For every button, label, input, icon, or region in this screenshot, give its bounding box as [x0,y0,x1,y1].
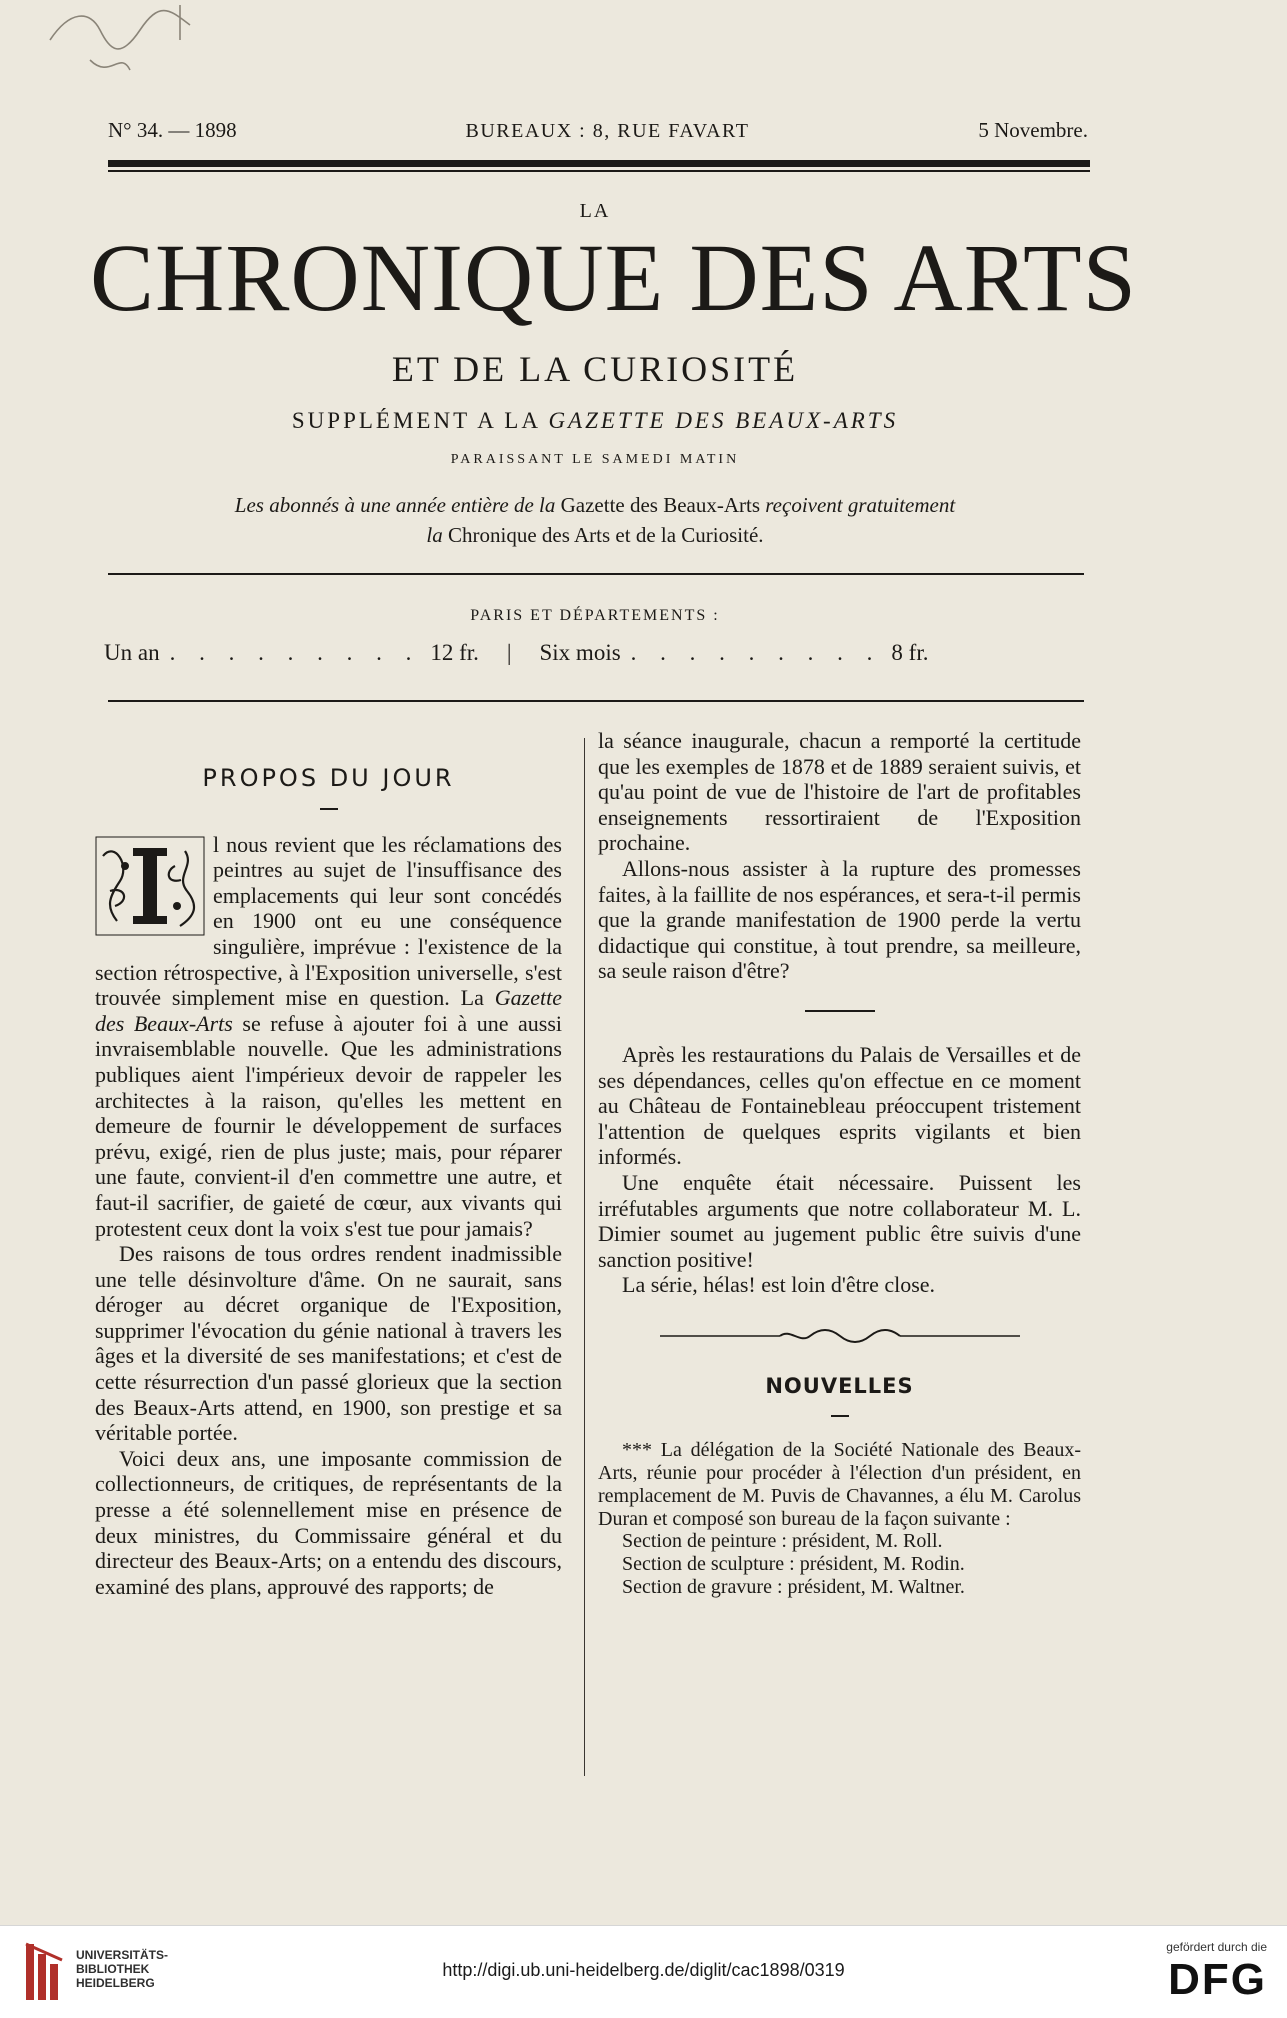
propos-paragraph-5: Allons-nous assister à la rupture des promesses faites, à la faillite de nos espérances, et sera-t-il permis que la grande manifestation de 1900 perde la vertu didactique qui constitue, à tout prendre, sa meilleure, sa seule raison d'être? [598,855,1081,984]
propos-paragraph-4: la séance inaugurale, chacun a remporté la certitude que les exemples de 1878 et de 1889 seraient suivis, et qu'au point de vue de l'histoire de l'art de profitables enseignements ressortiraient de l'Exposition prochaine. [598,728,1081,856]
dfg-logo[interactable]: DFG [1168,1955,1267,2004]
uni-line-1: UNIVERSITÄTS- [76,1948,169,1962]
price-year [104,640,479,666]
abonnes-text-2a: la [426,523,443,547]
masthead-supplement [0,408,1190,434]
price-six-value: 8 fr. [891,640,929,665]
nouvelles-body [598,1439,1081,1598]
ornament-divider-icon [660,1328,1020,1344]
bureaux-address: BUREAUX : 8, RUE FAVART [465,120,750,142]
masthead-subtitle: ET DE LA CURIOSITÉ [391,349,799,389]
article-opening [95,832,562,1242]
issue-date: 5 Novembre. [978,118,1088,142]
nouvelles-item-3: Section de sculpture : président, M. Rodin. [622,1552,965,1575]
propos-paragraph-2: Des raisons de tous ordres rendent inadmissible une telle désinvolture d'âme. On ne saurait, sans déroger au décret organique de l'Exposition, supprimer l'évocation du génie national à travers les âges et la diversité de ses manifestations; et c'est de cette résurrection d'un passé glorieux que la section des Beaux-Arts attend, en 1900, son prestige et sa véritable portée. [95,1241,562,1446]
subscription-heading: PARIS ET DÉPARTEMENTS : [470,607,720,624]
propos-p1-end: se refuse à ajouter foi à une aussi invraisemblable nouvelle. Que les administrations publiques aient l'impérieux devoir de rappeler les architectes à la raison, qu'elles les mettent en demeure de fournir le développement de surfaces prévu, exigé, rien de plus juste; mais, pour réparer une faute, convient-il d'en commettre une autre, et faut-il sacrifier, de gaieté de cœur, aux vivants qui protestent ceux dont la voix s'est tue pour jamais? [95,1010,563,1241]
masthead-article: LA [579,200,611,222]
propos-title: PROPOS DU JOUR [202,764,455,792]
title-dash [320,808,338,810]
right-column [598,728,1081,1598]
handwritten-scribble [30,0,220,110]
abonnes-text-1a: Les abonnés à une année entière de la [234,493,556,517]
uni-line-2: BIBLIOTHEK [76,1962,150,1976]
left-column [95,728,562,1599]
abonnes-text-1b: Gazette des Beaux-Arts [560,493,761,517]
price-six-dots: . . . . . . . . . [630,640,882,665]
price-year-dots: . . . . . . . . . [169,640,421,665]
nouvelles-title: NOUVELLES [765,1373,914,1398]
ornamental-initial-i-icon [95,836,205,936]
subscriber-notice [0,490,1190,550]
header-line [108,118,1088,143]
section-rule [805,1010,875,1012]
funding-label: gefördert durch die [1166,1940,1267,1954]
propos-paragraph-8: La série, hélas! est loin d'être close. [622,1272,936,1298]
nouvelles-item-1: *** La délégation de la Société Nationale des Beaux-Arts, réunie pour procéder à l'élection d'un président, en remplacement de M. Puvis de Chavannes, a élu M. Carolus Duran et composé son bureau de la façon suivante : [598,1439,1081,1530]
publication-schedule: PARAISSANT LE SAMEDI MATIN [450,452,740,467]
header-rule-thin [108,170,1090,172]
supplement-gazette: GAZETTE DES BEAUX-ARTS [548,408,899,433]
viewer-footer [0,1925,1287,2018]
subscription-prices [104,640,1088,666]
price-separator: | [506,640,512,665]
abonnes-text-2b: Chronique des Arts et de la Curiosité. [448,523,764,547]
supplement-prefix: SUPPLÉMENT A LA [291,408,540,433]
column-divider [584,738,585,1776]
nouvelles-item-4: Section de gravure : président, M. Waltner. [622,1575,965,1598]
price-six-label: Six mois [539,640,621,665]
nouvelles-item-2: Section de peinture : président, M. Roll. [622,1530,943,1553]
masthead-title: CHRONIQUE DES ARTS [90,224,1137,331]
issue-number: N° 34. — 1898 [108,118,237,142]
propos-paragraph-7: Une enquête était nécessaire. Puissent les irréfutables arguments que notre collaborateur M. L. Dimier soumet au jugement public être suivis d'une sanction positive! [598,1169,1081,1272]
nouvelles-dash [831,1415,849,1417]
subscription-rule [108,700,1084,702]
abonnes-text-1c: reçoivent gratuitement [765,493,956,517]
propos-p1-text: l nous revient que les réclamations des peintres au sujet de l'insuffisance des emplacements qui leur sont concédés en 1900 ont eu une conséquence singulière, imprévue : l'existence de la section rétrospective, à l'Exposition universelle, s'est trouvée simplement mise en question. La [95,831,562,1011]
header-rule-thick [108,160,1090,167]
price-six-months [540,640,929,666]
propos-paragraph-3: Voici deux ans, une imposante commission de collectionneurs, de critiques, de représentants de la presse a été solennellement mise en présence de deux ministres, du Commissaire général et du directeur des Beaux-Arts; on a entendu des discours, examiné des plans, approuvé des rapports; de [95,1445,562,1599]
propos-p1-italic: Gazette des Beaux-Arts [95,985,562,1036]
price-year-value: 12 fr. [430,640,479,665]
uni-line-3: HEIDELBERG [76,1976,155,1990]
propos-paragraph-6: Après les restaurations du Palais de Versailles et de ses dépendances, celles qu'on effectue en ce moment au Château de Fontainebleau préoccupent tristement l'attention de quelques esprits vigilants et bien informés. [598,1041,1081,1170]
permalink-url[interactable]: http://digi.ub.uni-heidelberg.de/diglit/cac1898/0319 [442,1960,845,1980]
masthead-rule [108,573,1084,575]
price-year-label: Un an [104,640,160,665]
